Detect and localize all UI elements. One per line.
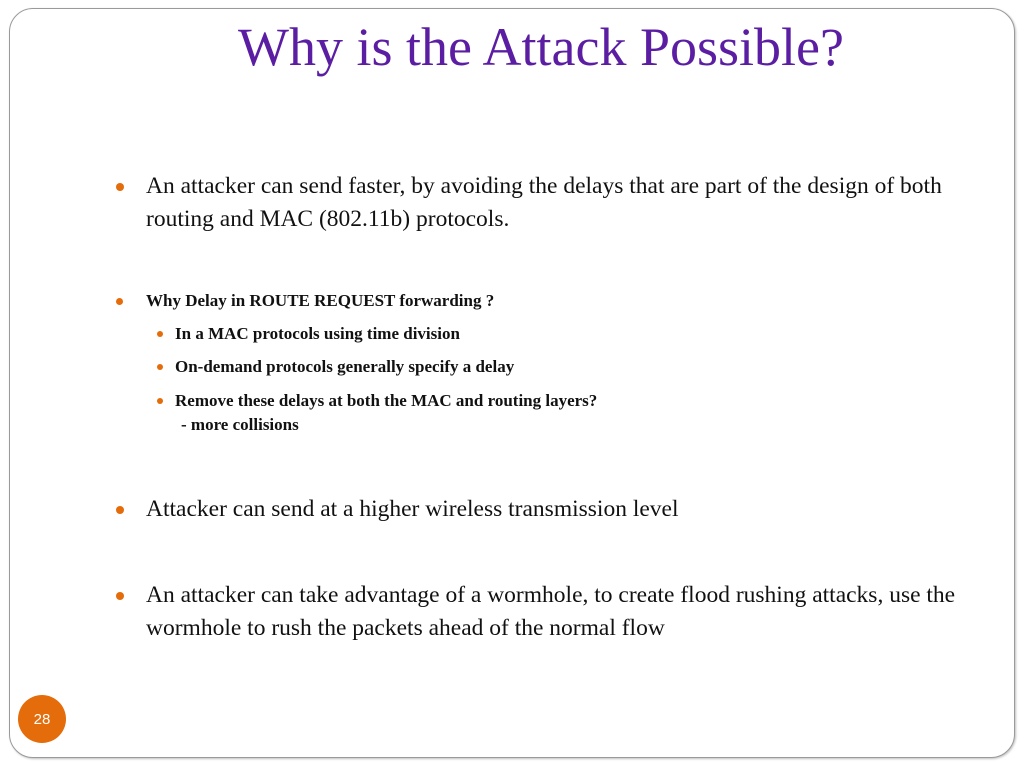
bullet-dot-icon <box>157 398 163 404</box>
bullet-item <box>146 579 976 645</box>
sub-bullet-item <box>175 355 955 379</box>
bullet-text: In a MAC protocols using time division <box>175 324 460 343</box>
bullet-dot-icon <box>116 506 124 514</box>
bullet-text: An attacker can send faster, by avoiding the delays that are part of the design of both routing and MAC (802.11b) protocols. <box>146 173 942 232</box>
slide-title: Why is the Attack Possible? <box>238 17 844 77</box>
bullet-dot-icon <box>116 183 124 191</box>
bullet-dot-icon <box>116 298 123 305</box>
sub-bullet-item <box>175 389 955 437</box>
bullet-text: Why Delay in ROUTE REQUEST forwarding ? <box>146 291 495 310</box>
page-number-badge: 28 <box>18 695 66 743</box>
bullet-text: Attacker can send at a higher wireless transmission level <box>146 496 679 522</box>
bullet-text: Remove these delays at both the MAC and routing layers? <box>175 391 598 410</box>
bullet-item <box>146 170 976 236</box>
bullet-dot-icon <box>157 364 163 370</box>
bullet-text: An attacker can take advantage of a wormhole, to create flood rushing attacks, use the wormhole to rush the packets ahead of the normal flow <box>146 582 956 641</box>
bullet-text: On-demand protocols generally specify a delay <box>175 357 515 376</box>
bullet-dot-icon <box>157 331 163 337</box>
bullet-dot-icon <box>116 592 124 600</box>
slide-frame <box>9 8 1015 758</box>
bullet-item <box>146 290 946 312</box>
bullet-continuation: - more collisions <box>181 415 299 434</box>
bullet-item <box>146 493 976 526</box>
sub-bullet-item <box>175 322 955 346</box>
